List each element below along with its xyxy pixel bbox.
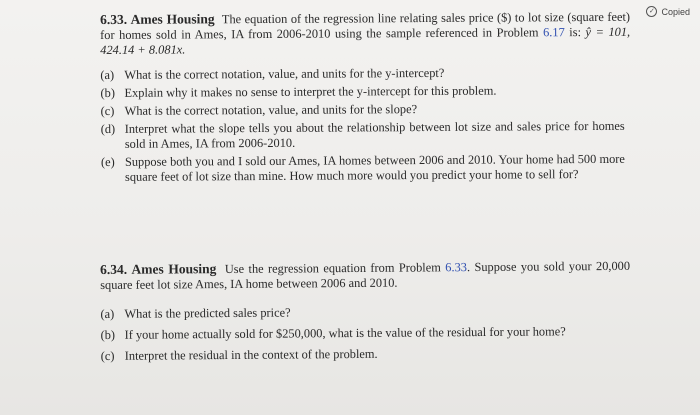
part-letter: (b): [100, 85, 115, 100]
problem-statement: [100, 258, 630, 293]
question-part-c: [101, 101, 631, 119]
part-text: If your home actually sold for $250,000, what is the value of the residual for your home?: [124, 324, 566, 342]
problem-number: 6.34.: [100, 261, 128, 277]
problem-title: Ames Housing: [130, 11, 215, 27]
copied-badge: [646, 6, 690, 17]
question-part-a: [100, 65, 630, 83]
question-parts: [100, 65, 631, 185]
problem-6-34: [100, 258, 631, 370]
problem-title: Ames Housing: [131, 261, 217, 277]
problem-intro-text: The equation of the regression line relating sales price ($) to lot size (square feet) for homes sold in Ames, IA from 2006-2010 using the sample referenced in Problem: [100, 9, 631, 42]
part-letter: (c): [100, 103, 115, 118]
problem-statement: [100, 9, 630, 58]
question-parts: [100, 303, 630, 364]
problem-intro-text-2: is:: [564, 25, 586, 40]
part-letter: (c): [100, 348, 115, 363]
part-text: What is the predicted sales price?: [124, 305, 291, 321]
part-letter: (e): [100, 154, 115, 169]
regression-equation: ŷ = 101, 424.14 + 8.081x.: [100, 24, 631, 57]
question-part-b: [100, 83, 630, 101]
question-part-c: [101, 345, 631, 364]
problem-intro-text: Use the regression equation from Problem: [224, 260, 446, 277]
copied-label: Copied: [661, 6, 690, 17]
part-text: What is the correct notation, value, and units for the slope?: [124, 102, 418, 118]
part-letter: (b): [100, 327, 116, 342]
part-letter: (a): [100, 306, 115, 321]
part-text: Explain why it makes no sense to interpret the y-intercept for this problem.: [124, 83, 497, 100]
problem-6-33: [100, 9, 631, 188]
part-letter: (d): [100, 121, 116, 136]
part-text: Interpret the residual in the context of the problem.: [124, 346, 378, 363]
part-text: Suppose both you and I sold our Ames, IA homes between 2006 and 2010. Your home had 500 more square feet of lot size than mine. How much more would you predict your home to sell for?: [124, 151, 625, 184]
problem-intro-text-2: . Suppose you sold your 20,000 square feet lot size Ames, IA home between 2006 and 2010.: [100, 258, 631, 292]
problem-reference-link[interactable]: 6.33: [445, 260, 467, 275]
part-text: What is the correct notation, value, and units for the y-intercept?: [124, 65, 445, 82]
check-circle-icon: ✓: [646, 6, 657, 17]
question-part-e: [101, 152, 631, 185]
question-part-b: [101, 324, 631, 343]
question-part-d: [101, 119, 631, 152]
problem-reference-link[interactable]: 6.17: [543, 25, 565, 40]
question-part-a: [100, 303, 630, 322]
problem-number: 6.33.: [100, 11, 128, 27]
part-text: Interpret what the slope tells you about the relationship between lot size and sales price for homes sold in Ames, IA from 2006-2010.: [124, 118, 625, 151]
part-letter: (a): [100, 67, 115, 82]
